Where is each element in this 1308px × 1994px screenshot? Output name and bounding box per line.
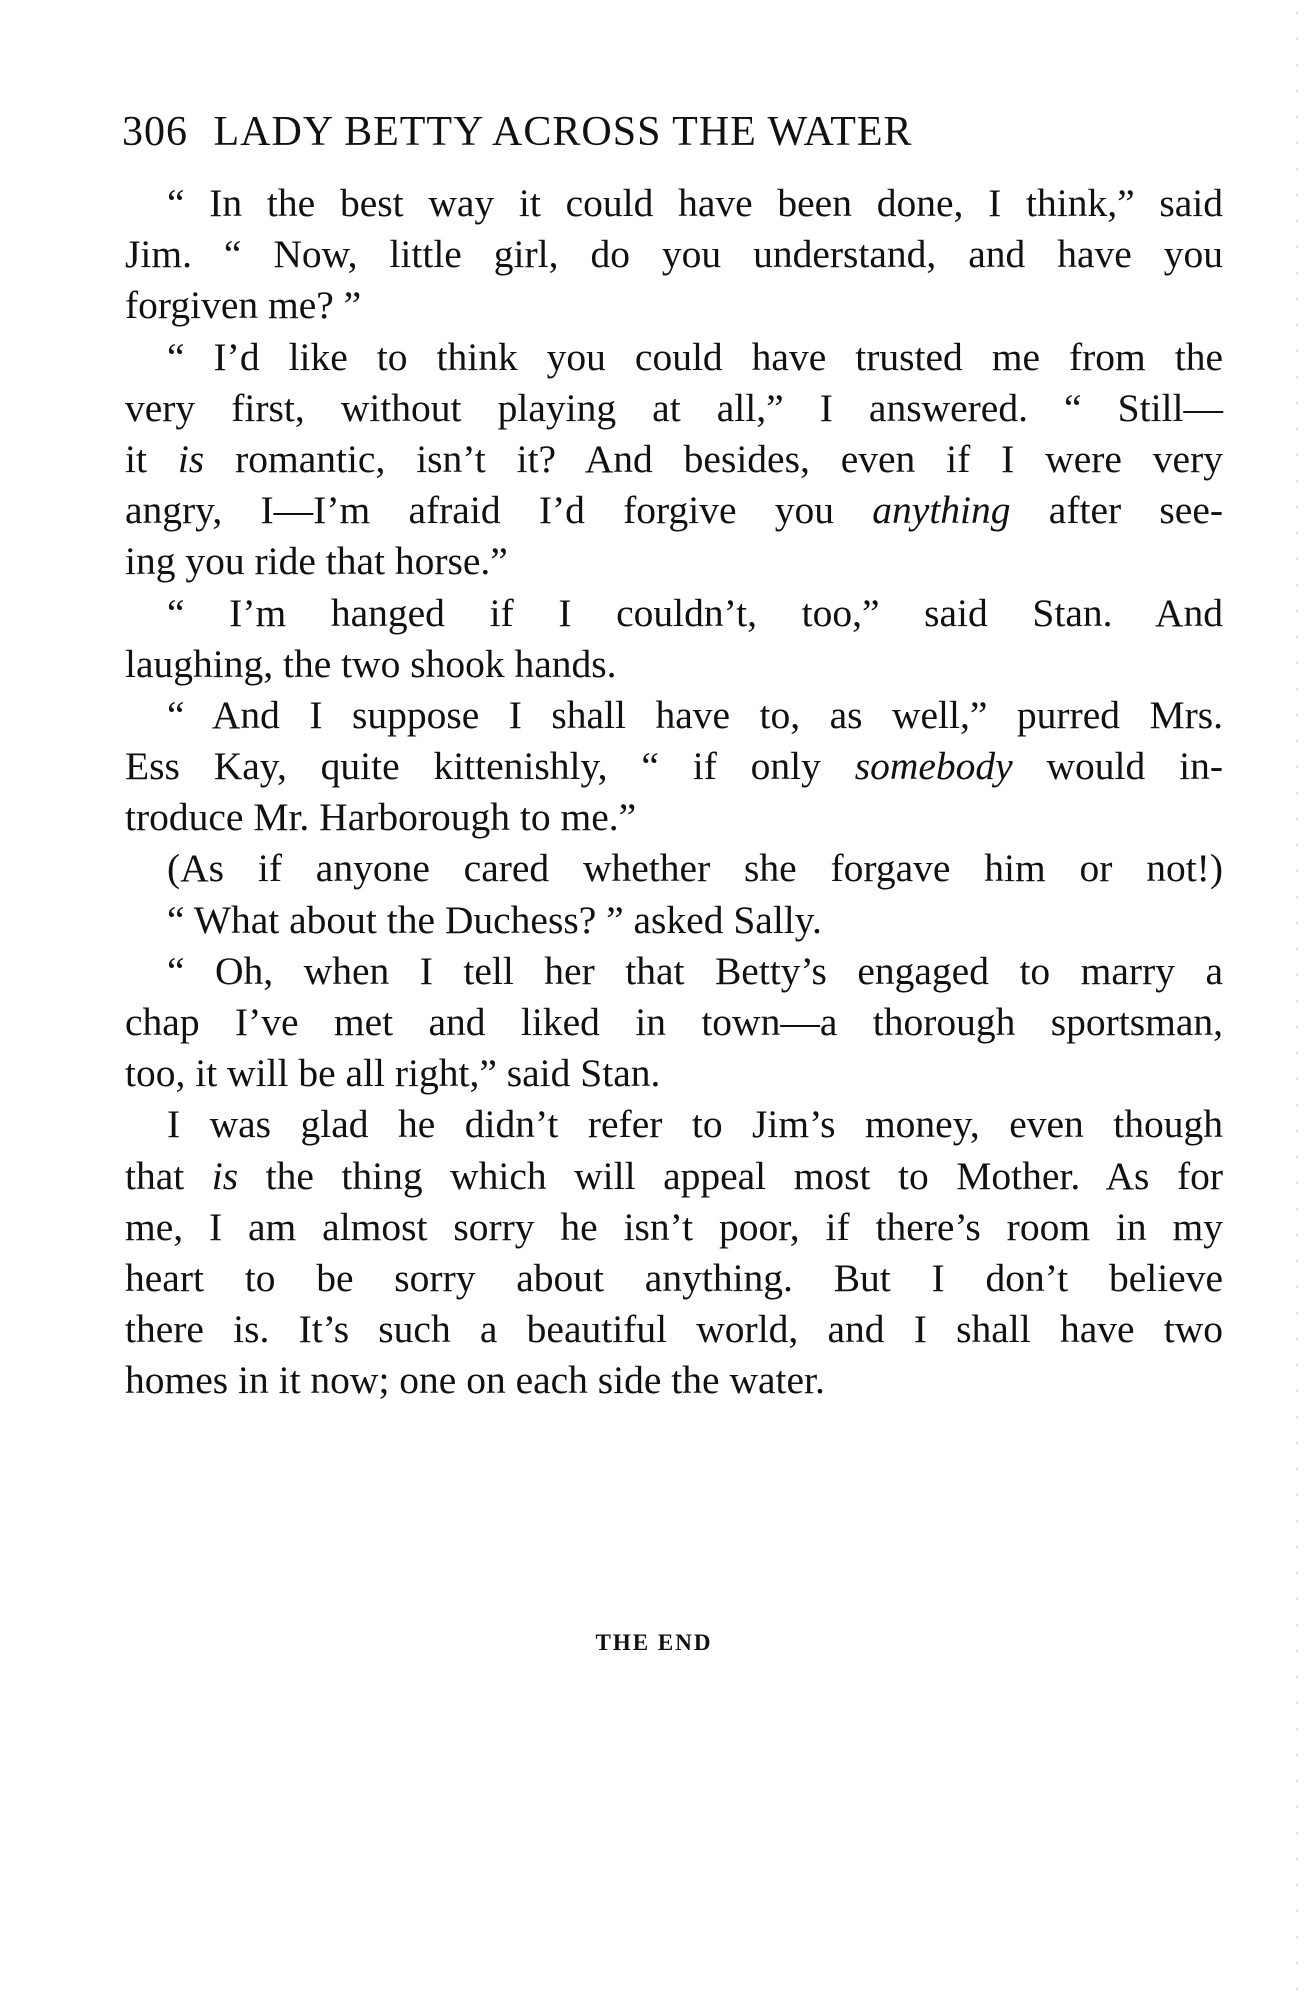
- text-run: very first, without playing at all,” I answered. “ Still—: [125, 385, 1223, 430]
- text-run: (As if anyone cared whether she forgave him or not!): [167, 846, 1223, 891]
- text-run: the thing which will appeal most to Mother. As for: [238, 1153, 1223, 1198]
- text-line: [125, 639, 1223, 690]
- text-run: after see-: [1010, 488, 1224, 533]
- text-line: [125, 1048, 1223, 1099]
- text-run: there is. It’s such a beautiful world, and I shall have two: [125, 1307, 1223, 1352]
- text-run: me, I am almost sorry he isn’t poor, if there’s room in my: [125, 1204, 1223, 1249]
- text-run: homes in it now; one on each side the water.: [125, 1358, 825, 1403]
- text-line: [125, 1253, 1223, 1304]
- text-run: Ess Kay, quite kittenishly, “ if only: [125, 744, 855, 789]
- end-marker: THE END: [595, 1630, 713, 1655]
- text-line: [125, 332, 1223, 383]
- text-line: [125, 1304, 1223, 1355]
- running-title: LADY BETTY ACROSS THE WATER: [213, 109, 913, 155]
- text-run: Jim. “ Now, little girl, do you understand, and have you: [125, 232, 1223, 277]
- page-edge-speckle: [1294, 0, 1300, 1994]
- text-run: I was glad he didn’t refer to Jim’s money, even though: [167, 1102, 1223, 1147]
- italic-text: is: [177, 436, 205, 481]
- text-run: forgiven me? ”: [125, 283, 362, 328]
- text-run: it: [125, 436, 178, 481]
- italic-text: is: [211, 1153, 239, 1198]
- text-run: angry, I—I’m afraid I’d forgive you: [125, 488, 873, 533]
- text-line: [125, 434, 1223, 485]
- text-line: [125, 1202, 1223, 1253]
- italic-text: anything: [872, 488, 1011, 533]
- text-line: [125, 997, 1223, 1048]
- text-run: “ I’m hanged if I couldn’t, too,” said Stan. And: [167, 590, 1223, 635]
- text-run: romantic, isn’t it? And besides, even if I were very: [204, 436, 1223, 481]
- text-line: [125, 178, 1223, 229]
- text-line: [125, 588, 1223, 639]
- text-line: [125, 792, 1223, 843]
- running-header: [122, 104, 1122, 160]
- text-run: “ And I suppose I shall have to, as well,” purred Mrs.: [167, 692, 1223, 737]
- text-line: [125, 1099, 1223, 1150]
- text-line: [125, 895, 1223, 946]
- text-line: [125, 280, 1223, 331]
- text-run: too, it will be all right,” said Stan.: [125, 1051, 661, 1096]
- text-run: troduce Mr. Harborough to me.”: [125, 795, 637, 840]
- text-line: [125, 485, 1223, 536]
- text-line: [125, 946, 1223, 997]
- text-line: [125, 1151, 1223, 1202]
- text-line: [125, 690, 1223, 741]
- text-run: “ I’d like to think you could have trusted me from the: [167, 334, 1223, 379]
- page-number: 306: [122, 109, 188, 155]
- text-run: “ What about the Duchess? ” asked Sally.: [167, 897, 822, 942]
- italic-text: somebody: [854, 744, 1013, 789]
- text-run: ing you ride that horse.”: [125, 539, 508, 584]
- text-line: [125, 1355, 1223, 1406]
- text-line: [125, 536, 1223, 587]
- text-run: chap I’ve met and liked in town—a thorough sportsman,: [125, 1000, 1223, 1044]
- text-run: laughing, the two shook hands.: [125, 641, 617, 686]
- text-line: [125, 843, 1223, 894]
- text-run: heart to be sorry about anything. But I don’t believe: [125, 1255, 1223, 1300]
- text-line: [125, 383, 1223, 434]
- text-run: “ In the best way it could have been done, I think,” said: [167, 181, 1223, 225]
- text-run: that: [125, 1153, 212, 1198]
- body-text: [125, 178, 1223, 1407]
- text-run: “ Oh, when I tell her that Betty’s engaged to marry a: [167, 948, 1223, 993]
- text-line: [125, 741, 1223, 792]
- text-run: would in-: [1012, 744, 1223, 789]
- text-line: [125, 229, 1223, 280]
